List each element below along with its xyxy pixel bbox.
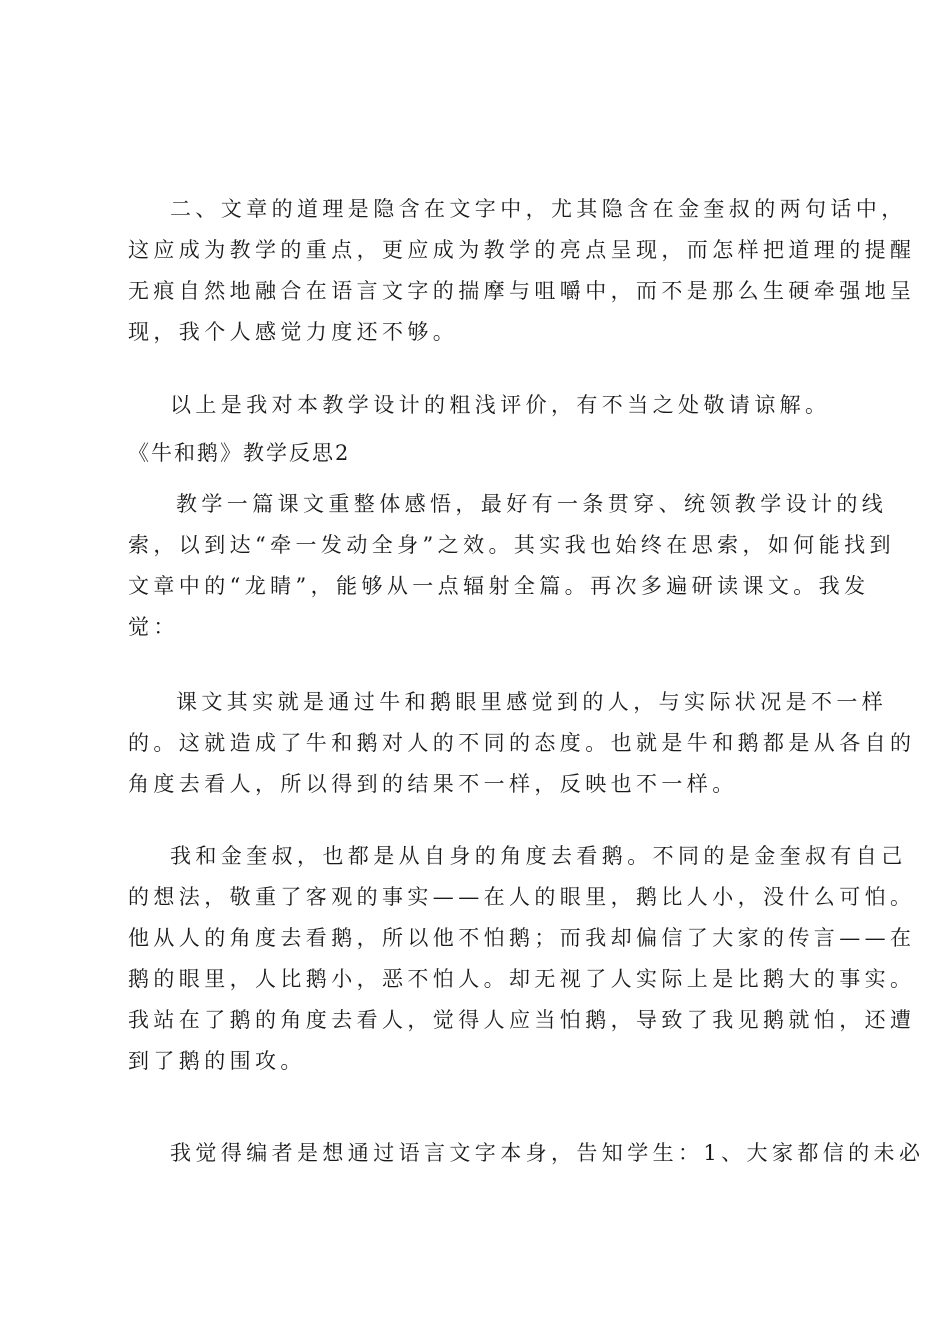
text-line: 二、文章的道理是隐含在文字中，尤其隐含在金奎叔的两句话中， xyxy=(170,197,907,221)
text-line: 课文其实就是通过牛和鹅眼里感觉到的人，与实际状况是不一样 xyxy=(176,690,888,714)
text-line: 索，以到达“牵一发动全身”之效。其实我也始终在思索，如何能找到 xyxy=(128,533,895,557)
section-heading: 《牛和鹅》教学反思2 xyxy=(128,441,351,465)
text-line: 以上是我对本教学设计的粗浅评价，有不当之处敬请谅解。 xyxy=(170,393,831,417)
text-line: 文章中的“龙睛”，能够从一点辐射全篇。再次多遍研读课文。我发 xyxy=(128,574,870,598)
text-line: 现，我个人感觉力度还不够。 xyxy=(128,320,459,344)
text-line: 觉： xyxy=(128,615,179,639)
text-line: 他从人的角度去看鹅，所以他不怕鹅；而我却偏信了大家的传言——在 xyxy=(128,926,916,950)
text-line: 到了鹅的围攻。 xyxy=(128,1049,306,1073)
paragraph-reflection-point-two xyxy=(128,189,916,353)
text-line: 角度去看人，所以得到的结果不一样，反映也不一样。 xyxy=(128,772,738,796)
text-line: 我和金奎叔，也都是从自身的角度去看鹅。不同的是金奎叔有自己 xyxy=(170,844,907,868)
text-line: 教学一篇课文重整体感悟，最好有一条贯穿、统领教学设计的线 xyxy=(176,492,888,516)
paragraph-perspective xyxy=(128,682,916,805)
text-line: 我站在了鹅的角度去看人，觉得人应当怕鹅，导致了我见鹅就怕，还遭 xyxy=(128,1008,916,1032)
text-line: 无痕自然地融合在语言文字的揣摩与咀嚼中，而不是那么生硬牵强地呈 xyxy=(128,279,916,303)
text-line: 的。这就造成了牛和鹅对人的不同的态度。也就是牛和鹅都是从各自的 xyxy=(128,731,916,755)
text-line: 鹅的眼里，人比鹅小，恶不怕人。却无视了人实际上是比鹅大的事实。 xyxy=(128,967,916,991)
text-line: 这应成为教学的重点，更应成为教学的亮点呈现，而怎样把道理的提醒 xyxy=(128,238,916,262)
paragraph-teaching-clue xyxy=(128,484,895,648)
paragraph-jinkui-comparison xyxy=(128,836,916,1082)
text-line: 的想法，敬重了客观的事实——在人的眼里，鹅比人小，没什么可怕。 xyxy=(128,885,916,909)
text-line: 我觉得编者是想通过语言文字本身，告知学生：1、大家都信的未必 xyxy=(170,1141,925,1165)
paragraph-editor-intent xyxy=(128,1133,925,1174)
paragraph-closing-remark xyxy=(128,385,831,426)
